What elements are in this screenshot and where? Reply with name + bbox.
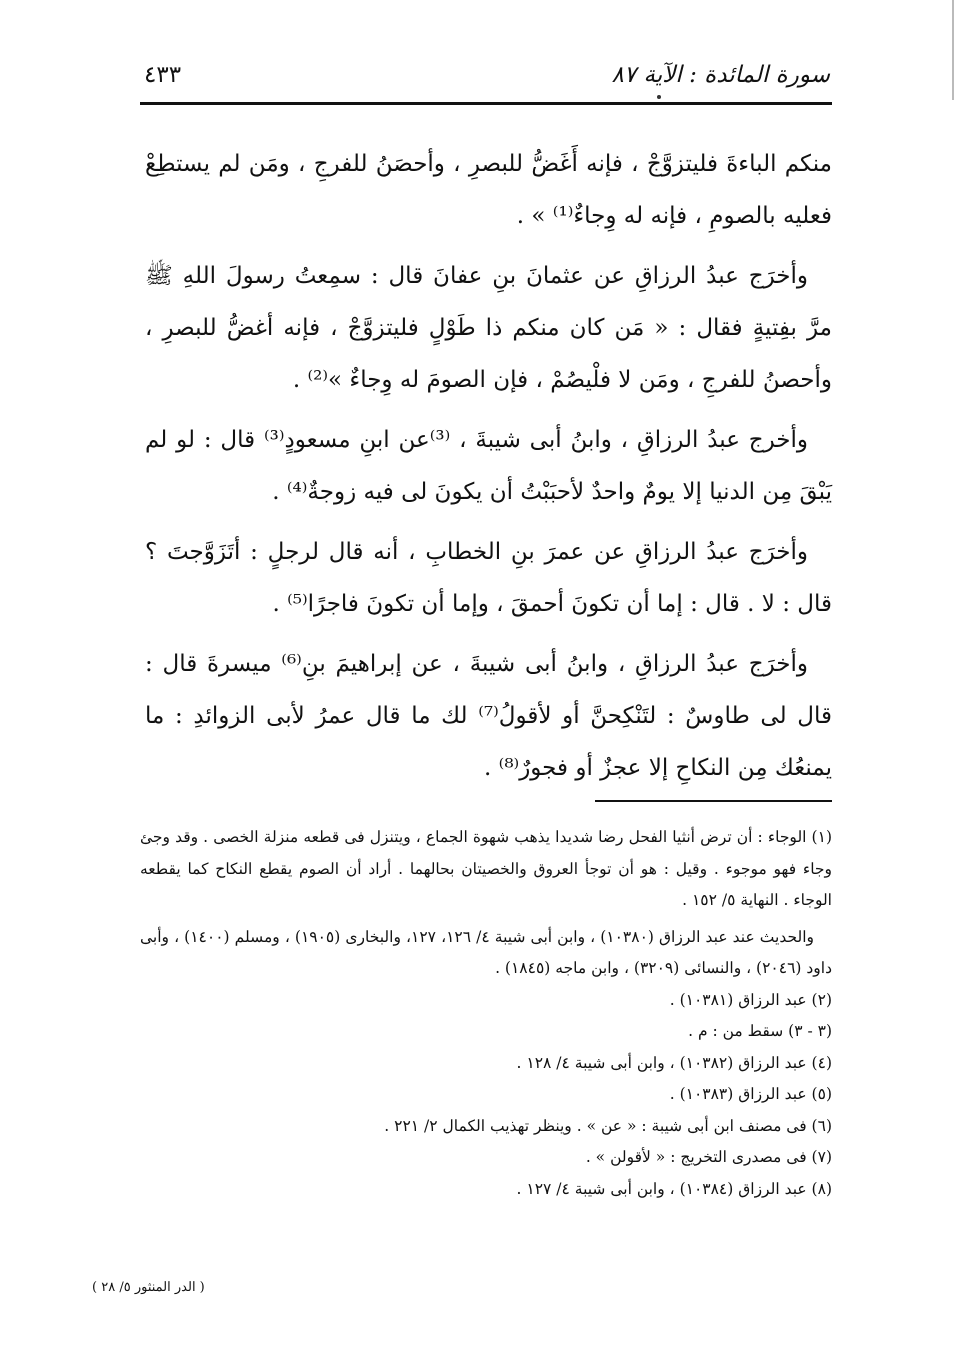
footnote-separator	[595, 800, 832, 802]
page-header	[140, 50, 830, 100]
header-rule	[140, 102, 832, 105]
paragraph: وأخرَج عبدُ الرزاقِ عن عثمانَ بنِ عفانَ قال : سمِعتُ رسولَ اللهِ ﷺ مرَّ بفِتيةٍ فقال : « مَن كان منكم ذا طَوْلٍ فليتزوَّجْ ، فإنه أغضُّ للبصرِ ، وأحصنُ للفرجِ ، ومَن لا فلْيصُمْ ، فإن الصومَ له وِجاءٌ »⁽²⁾ .	[145, 263, 832, 393]
paragraph: وأخرَج عبدُ الرزاقِ عن عمرَ بنِ الخطابِ ، أنه قال لرجلٍ : أتَزَوَّجتَ ؟ قال : لا . قال : إما أن تكونَ أحمقَ ، وإما أن تكونَ فاجرًا⁽⁵⁾ .	[145, 539, 832, 617]
paragraph: وأخرَج عبدُ الرزاقِ ، وابنُ أبى شيبةَ ، عن إبراهيمَ بنِ⁽⁶⁾ ميسرةَ قال : قال لى طاوسٌ : لتَنْكِحنَّ أو لأقولُ⁽⁷⁾ لك ما قال عمرُ لأبى الزوائدِ : ما يمنعُك مِن النكاحِ إلا عجزٌ أو فجورٌ⁽⁸⁾ .	[145, 651, 832, 781]
footnote: والحديث عند عبد الرزاق (١٠٣٨٠) ، وابن أبى شيبة ٤/ ١٢٦، ١٢٧، والبخارى (١٩٠٥) ، ومسلم (١٤٠٠) ، وأبى داود (٢٠٤٦) ، والنسائى (٣٢٠٩) ، وابن ماجه (١٨٤٥) .	[140, 927, 832, 977]
footnote: (٨) عبد الرزاق (١٠٣٨٤) ، وابن أبى شيبة ٤/ ١٢٧ .	[516, 1179, 832, 1198]
volume-signature: ( الدر المنثور ٥/ ٢٨ )	[92, 1280, 205, 1295]
footnotes	[140, 822, 832, 1205]
main-text	[145, 138, 832, 802]
footnote: (٣ - ٣) سقط من : م .	[688, 1022, 832, 1040]
footnote: (٥) عبد الرزاق (١٠٣٨٣) .	[669, 1085, 832, 1103]
footnote: (١) الوجاء : أن ترض أنثيا الفحل رضا شديدا يذهب شهوة الجماع ، ويتنزل فى قطعه منزلة الخصى . وقد وجئ وجاء فهو موجوء . وقيل : هو أن توجأ العروق والخصيتان بحالهما . أراد أن الصوم يقطع النكاح كما يقطعه الوجاء . النهاية ٥/ ١٥٢ .	[140, 828, 832, 909]
running-title: سورة المائدة : الآية ٨٧	[611, 62, 830, 88]
page-number: ٤٣٣	[144, 62, 182, 88]
footnote: (٢) عبد الرزاق (١٠٣٨١) .	[669, 990, 832, 1009]
page-edge-mark	[952, 0, 954, 100]
footnote: (٤) عبد الرزاق (١٠٣٨٢) ، وابن أبى شيبة ٤/ ١٢٨ .	[516, 1053, 832, 1072]
footnote: (٧) فى مصدرى التخريج : « لأقولن » .	[585, 1148, 832, 1166]
paragraph: منكم الباءةَ فليتزوَّجْ ، فإنه أَغَضُّ للبصرِ ، وأحصَنُ للفرجِ ، ومَن لم يستطِعْ فعليه بالصومِ ، فإنه له وِجاءٌ⁽¹⁾ » .	[145, 151, 832, 229]
paragraph: وأخرج عبدُ الرزاقِ ، وابنُ أبى شيبةَ ، ⁽³⁾عن ابنِ مسعودٍ⁽³⁾ قال : لو لم يَبْقَ مِن الدنيا إلا يومٌ واحدٌ لأحبَبْتُ أن يكونَ لى فيه زوجةٌ⁽⁴⁾ .	[145, 427, 832, 505]
footnote: (٦) فى مصنف ابن أبى شيبة : « عن » . وينظر تهذيب الكمال ٢/ ٢٢١ .	[384, 1116, 832, 1135]
